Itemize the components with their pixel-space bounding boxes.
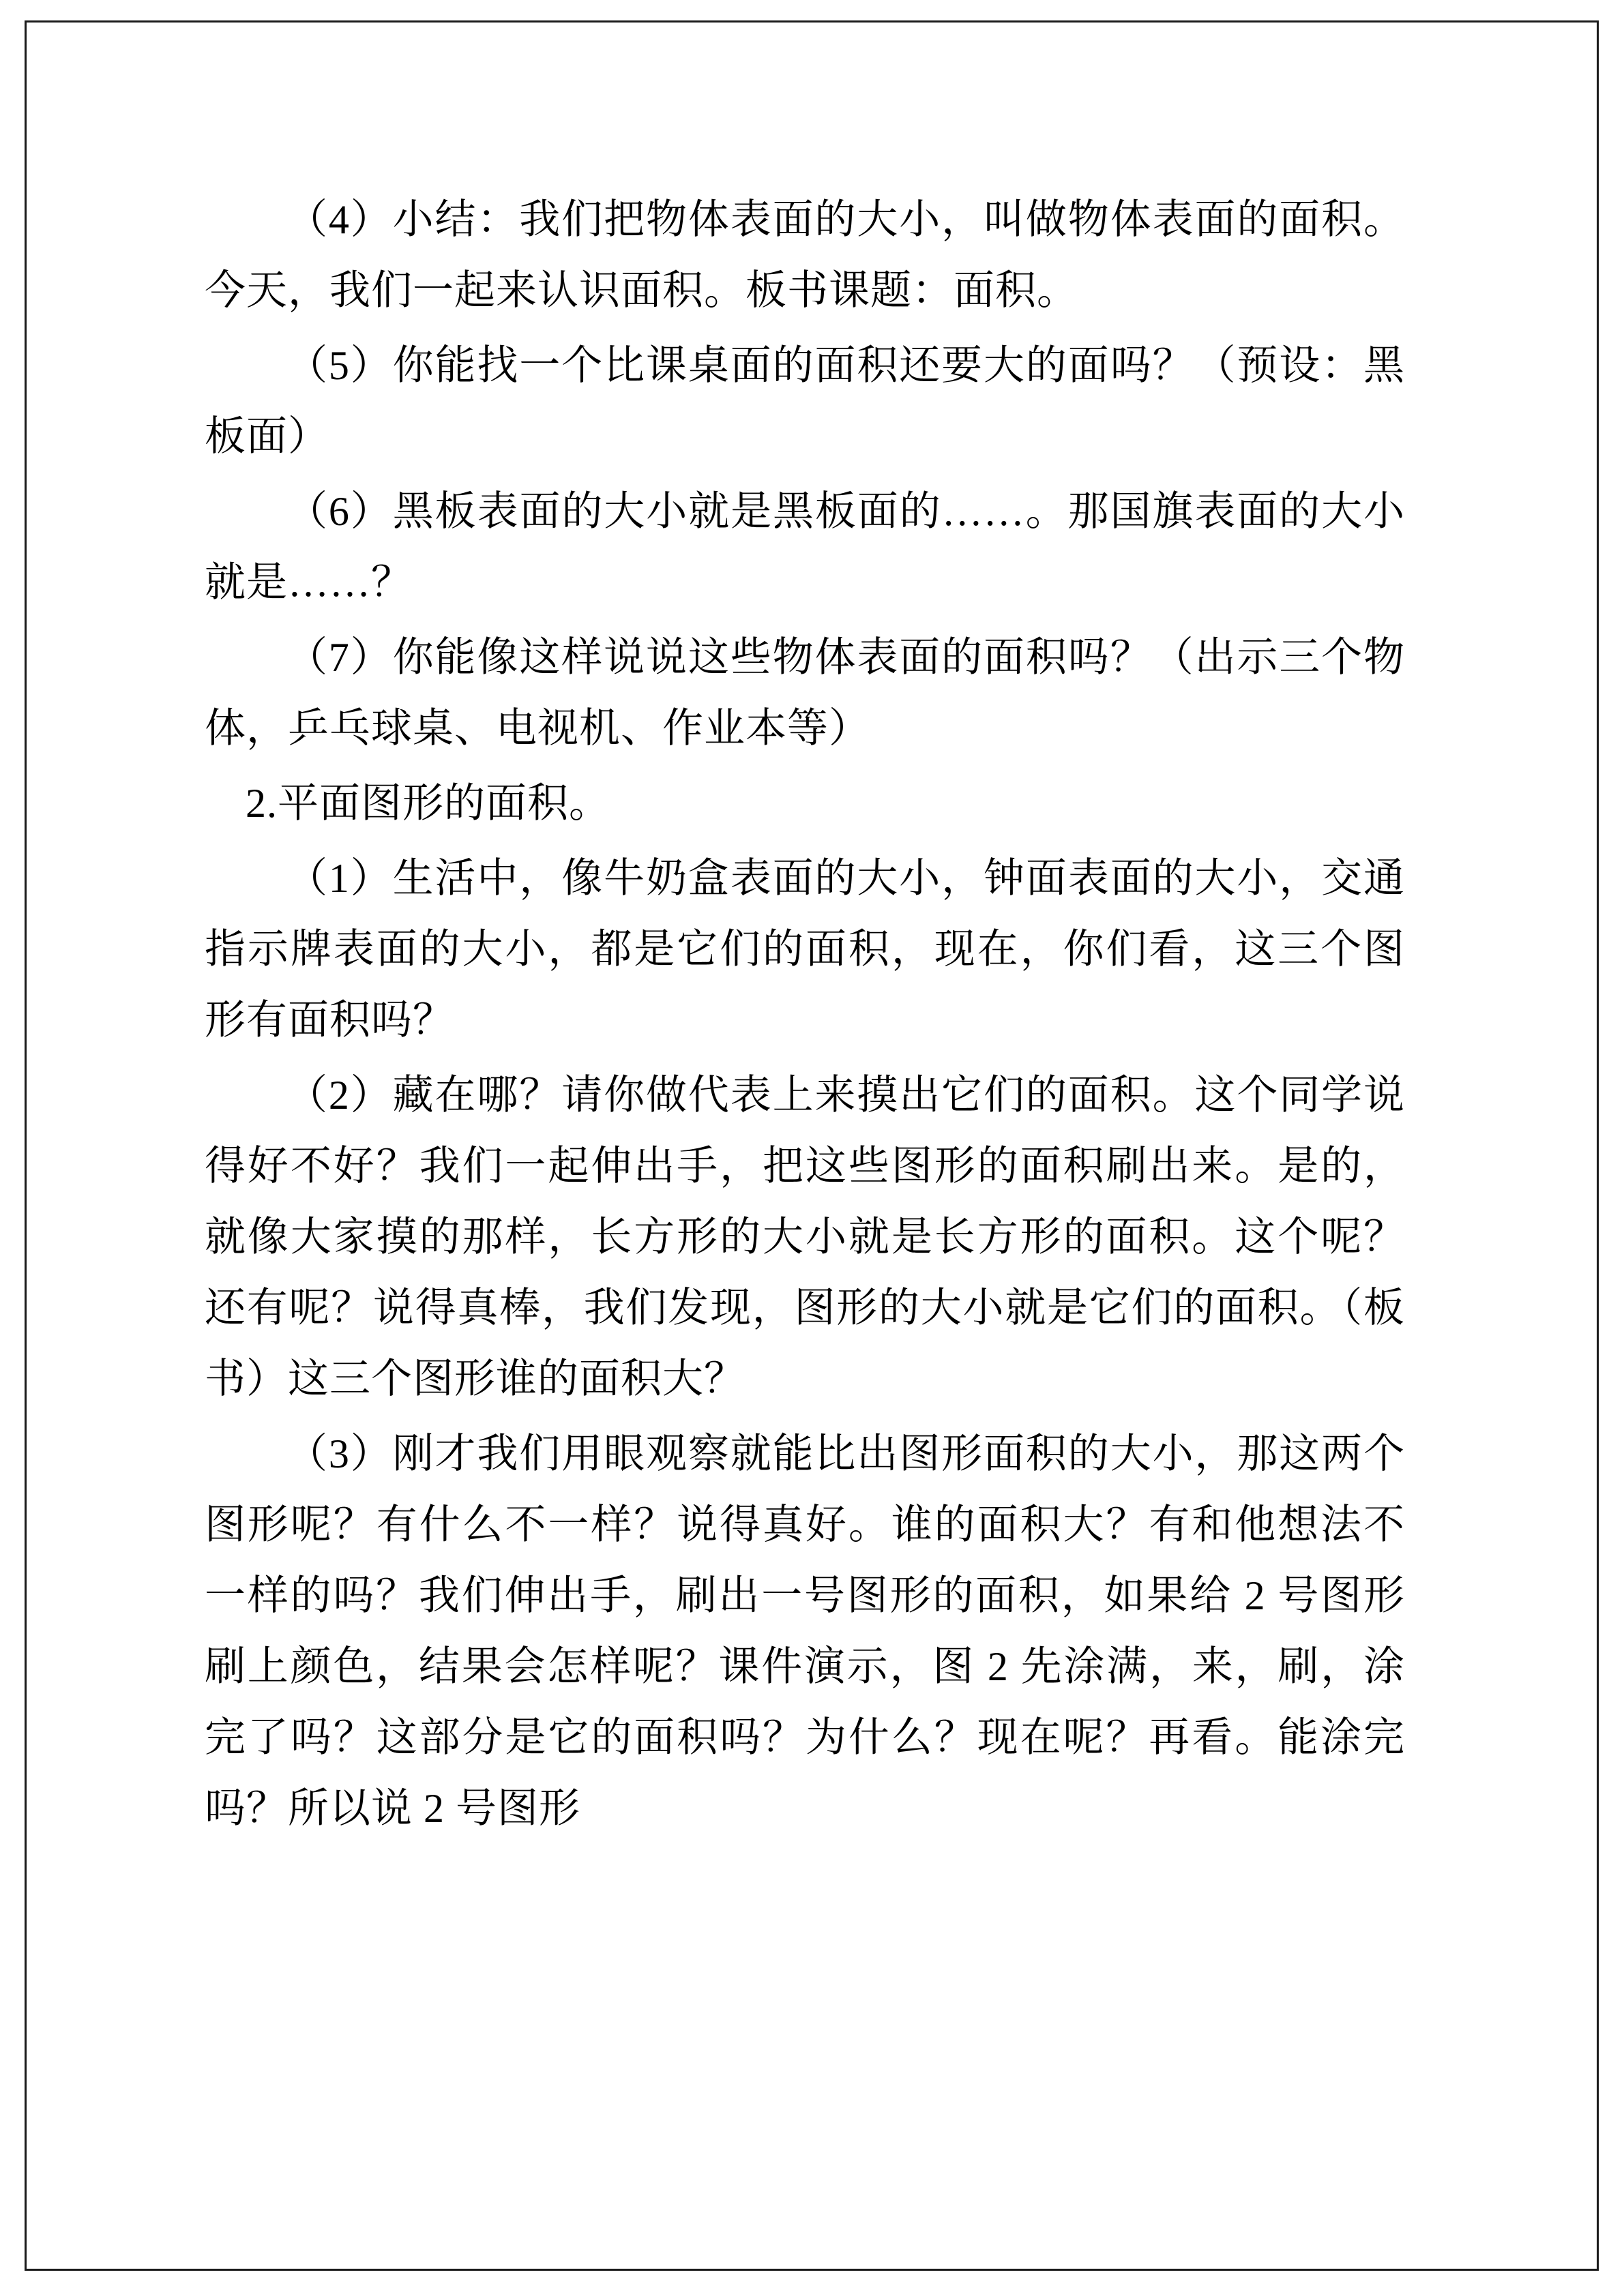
paragraph-4: （4）小结：我们把物体表面的大小，叫做物体表面的面积。今天，我们一起来认识面积。板书课题：面积。 — [205, 197, 1405, 313]
paragraph-2-2: （2）藏在哪？请你做代表上来摸出它们的面积。这个同学说得好不好？我们一起伸出手，把这些图形的面积刷出来。是的，就像大家摸的那样，长方形的大小就是长方形的面积。这个呢？还有呢？说得真棒，我们发现，图形的大小就是它们的面积。（板书）这三个图形谁的面积大？ — [205, 1073, 1405, 1401]
paragraph-2-3: （3）刚才我们用眼观察就能比出图形面积的大小，那这两个图形呢？有什么不一样？说得真好。谁的面积大？有和他想法不一样的吗？我们伸出手，刷出一号图形的面积，如果给 2 号图形刷上颜色，结果会怎样呢？课件演示，图 2 先涂满，来，刷，涂完了吗？这部分是它的面积吗？为什么？现在呢？再看。能涂完吗？所以说 2 号图形 — [205, 1431, 1405, 1831]
section-heading-2: 2.平面图形的面积。 — [246, 781, 610, 826]
page-content — [205, 184, 1405, 1848]
paragraph-6: （6）黑板表面的大小就是黑板面的……。那国旗表面的大小就是……？ — [205, 489, 1405, 605]
paragraph-5: （5）你能找一个比课桌面的面积还要大的面吗？（预设：黑板面） — [205, 343, 1405, 459]
paragraph-2-1: （1）生活中，像牛奶盒表面的大小，钟面表面的大小，交通指示牌表面的大小，都是它们的面积，现在，你们看，这三个图形有面积吗？ — [205, 856, 1405, 1043]
paragraph-7: （7）你能像这样说说这些物体表面的面积吗？（出示三个物体，乒乓球桌、电视机、作业本等） — [205, 635, 1405, 751]
